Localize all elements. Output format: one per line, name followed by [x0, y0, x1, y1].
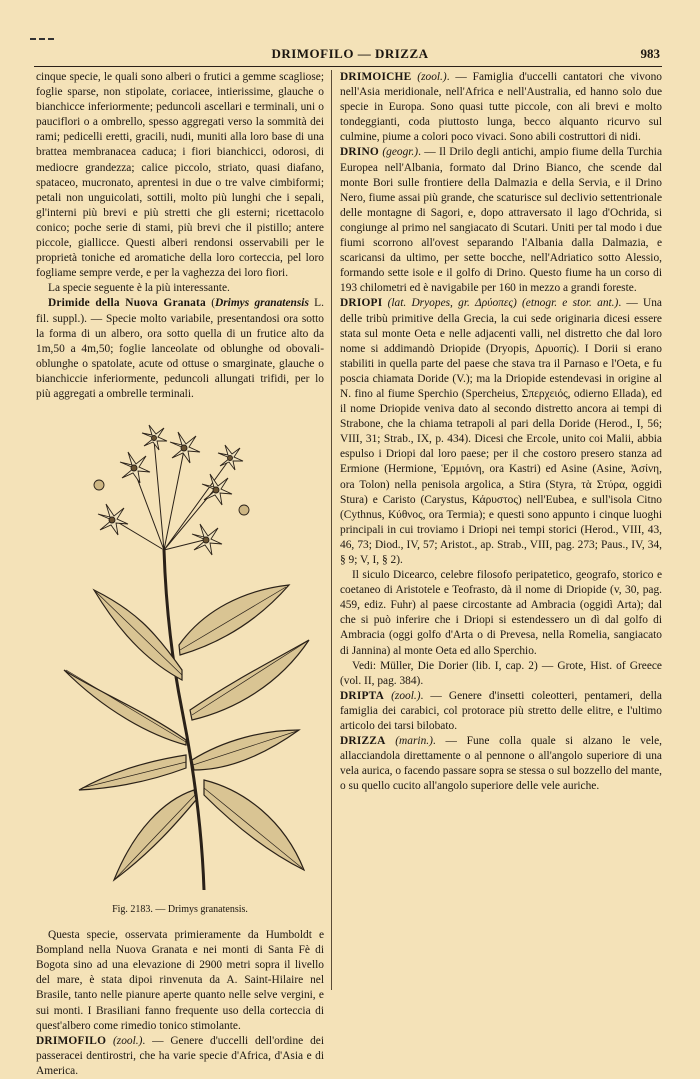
entry-driopi-references: Vedi: Müller, Die Dorier (lib. I, cap. 2) — Grote, Hist. of Greece (vol. II, pag. 384).: [340, 659, 662, 687]
entry-driopi-continued: Il siculo Dicearco, celebre filosofo peripatetico, geografo, storico e coetaneo di Aristotele e Teofrasto, dà il nome di Driopide (v, 30, pag. 459, ediz. Fuhr) al paese circostante ad Ambracia (oggidì Arta); dal che si può inferire che i Driopi si estendessero un dì dal golfo di Ambracia (oggi golfo d'Arta o di Prevesa, nella Romelia, sangiacato di Jannina) al monte Oeta ed allo Sperchio.: [340, 569, 662, 657]
entry-driopi: [340, 296, 662, 568]
entry-body: L. fil. suppl.). — Specie molto variabile, presentandosi ora sotto la forma di un albero, ora sotto quella di un frutice alto da 1m,50 a 4m,50; foglie lanceolate od oblunghe od obovali-oblunghe o spatolate, acute od ottuse o smarginate, glauche o bianchiccie inferiormente, peduncoli allungati trifidi, per lo più aggregati a ombrelle terminali.: [36, 297, 324, 400]
entry-headword: DRIMOICHE: [340, 71, 412, 83]
running-title: DRIMOFILO — DRIZZA: [271, 46, 429, 61]
entry-body: . — Fune colla quale si alzano le vele, allacciandola direttamente o al pennone o all'angolo superiore di una vela aurica, o facendo passare sopra se stessa o sul bozzello del mante, o su quello cucito all'angolo superiore delle vele auriche.: [340, 735, 662, 793]
species-distribution: Questa specie, osservata primieramente da Humboldt e Bompland nella Nuova Granata e nei monti di Santa Fè di Bogota sino ad una elevazione di 2900 metri sopra il livello del mare, è stata dipoi rinvenuta da A. Saint-Hilaire nel Brasile, tanto nelle pianure aperte quanto nelle selve vergini, e sui monti. I Brasiliani fanno frequente uso della corteccia di quest'albero come rimedio tonico stimolante.: [36, 929, 324, 1032]
page-number: 983: [640, 46, 660, 61]
drimys-illustration: [54, 410, 314, 896]
entry-drino: [340, 145, 662, 296]
right-column: [340, 70, 662, 795]
entry-headword: DRIZZA: [340, 735, 386, 748]
entry-tag: (marin.): [385, 735, 433, 748]
entry-tag: (zool.): [384, 689, 421, 702]
entry-tag: (zool.): [106, 1034, 143, 1047]
entry-headword: DRIOPI: [340, 297, 383, 310]
entry-drimofilo: [36, 1034, 324, 1079]
page-corner-mark: [30, 38, 54, 40]
entry-body: . — Il Drilo degli antichi, ampio fiume della Turchia Europea nell'Albania, formato dal Drino Bianco, che scende dal monte Bori sulle frontiere della Dalmazia e della Servia, e il Drino Nero, fiume assai più grande, che scaturisce sul declivio settentrionale delle montagne di Sagori, e, dopo attraversato il lago d'Ochrida, si congiunge al primo nel sangiacato di Scutari. Uniti per tal modo i due fiumi scorrono all'ovest separando l'Albania dalla Dalmazia, e scaricansi da ultimo, per sette bocche, nell'Adriatico sotto Alessio, formando sette isole e il golfo di Drino. Questo fiume ha un corso di 193 chilometri ed è navigabile per 160 in mezzo a grandi foreste.: [340, 146, 662, 295]
entry-tag: (zool.): [411, 71, 447, 83]
species-intro: La specie seguente è la più interessante.: [48, 282, 230, 295]
entry-headword: DRIPTA: [340, 689, 385, 702]
entry-body: . — Famiglia d'uccelli cantatori che vivono nell'Asia meridionale, nell'Africa e nell'Australia, ed hanno solo due specie in Europa. Sono quasi tutte piccole, con ali brevi e molto tondeggianti, coda piuttosto lunga, becco alquanto ricurvo sul culmine, piume a colori poco vivaci. Sono abili costruttori di nidi.: [340, 71, 662, 144]
entry-dripta: [340, 689, 662, 734]
column-divider: [331, 70, 332, 990]
entry-body: . — Genere d'uccelli dell'ordine dei passeracei dentirostri, che ha varie specie d'Africa, d'Asia e di America.: [36, 1034, 324, 1077]
figure-caption: Fig. 2183. — Drimys granatensis.: [112, 904, 248, 916]
entry-latin-name: Drimys granatensis: [215, 297, 309, 310]
entry-drizza: [340, 734, 662, 794]
entry-open-paren: (: [205, 297, 215, 310]
entry-body: . — Genere d'insetti coleotteri, pentameri, della famiglia dei carabici, col protorace più stretto delle elitre, e l'ultimo articolo dei tarsi bilobato.: [340, 689, 662, 733]
entry-headword: Drimide della Nuova Granata: [48, 297, 206, 310]
entry-headword: DRIMOFILO: [36, 1034, 107, 1047]
botanical-figure: [36, 410, 324, 922]
entry-tag: (lat. Dryopes, gr. Δρύοπες) (etnogr. e stor. ant.): [382, 297, 619, 310]
entry-body: . — Una delle tribù primitive della Grecia, la cui sede originaria dicesi essere stata sul monte Oeta e nelle adjacenti valli, nel distretto che dal loro nome si addimandò Driopide (Dryopis, Δρυοπίς). I Dorii si erano stabiliti in quella parte del paese che stava tra il Parnaso e l'Oeta, e fu poscia chiamata Doride (V.); ma la Driopide estendevasi in origine al N. fino al fiume Sperchio (Spercheius, Σπερχειός, odierno Ellada), ed il nome Driopide veniva dato al secondo distretto ancora ai tempi di Strabone, che la chiama tetrapoli al pari della Doride (Herod., I, 56; VIII, 31; Strab., IX, p. 434). Dicesi che Ercole, unito coi Malii, abbia espulso i Driopi dal loro paese; per il che costoro presero stanza ad Ermione (Hermione, Ἑρμιόνη, ora Kastri) ed Asine (Asine, Ἀσίνη, ora Tolon) nella penisola argolica, a Stira (Styra, τὰ Στύρα, oggidì Stura) e Caristo (Carystus, Κάρυστος) nell'Eubea, e sull'isola Citno (Cythnus, Κύθνος, ora Termia); e questi sono appunto i cinque luoghi principali in cui troviamo i Driopi nei tempi storici (Herod., VIII, 43, 46, 73; Diod., IV, 57; Aristot., ap. Strab., VIII, pag. 273; Paus., IV, 34, § 9; V, I, § 2).: [340, 297, 662, 566]
entry-headword: DRINO: [340, 146, 379, 159]
genus-description: cinque specie, le quali sono alberi o frutici a gemme scagliose; foglie sparse, non stipolate, coriacee, intierissime, glauche o bianchicce inferiormente; peduncoli ascellari e terminali, uni o pauciflori o a ombrello, spesso aggregati verso la sommità dei rami; pedicelli eretti, gracili, nudi, muniti alla loro base di una brattea membranacea caduca; i fiori bianchicci, odorosi, di mediocre grandezza; calice piccolo, striato, quasi diafano, spataceo, mucronato, aprentesi in due o tre valve cimbiformi; petali non unguicolati, sottili, molto più lunghi che i sepali, gl'interni più brevi e più stretti che gli esterni; ricettacolo conico; poche serie di stami, più brevi che il pistillo; antere piccole, giallicce. Questi alberi rendonsi osservabili per le proprietà toniche ed aromatiche della loro corteccia, pel loro fogliame sempre verde, e per la vaghezza dei loro fiori.: [36, 71, 324, 280]
header-rule: [34, 66, 662, 67]
left-column: [36, 70, 324, 1079]
entry-drimoiche: [340, 70, 662, 145]
entry-tag: (geogr.): [378, 146, 419, 159]
entry-drimide: [36, 296, 324, 402]
